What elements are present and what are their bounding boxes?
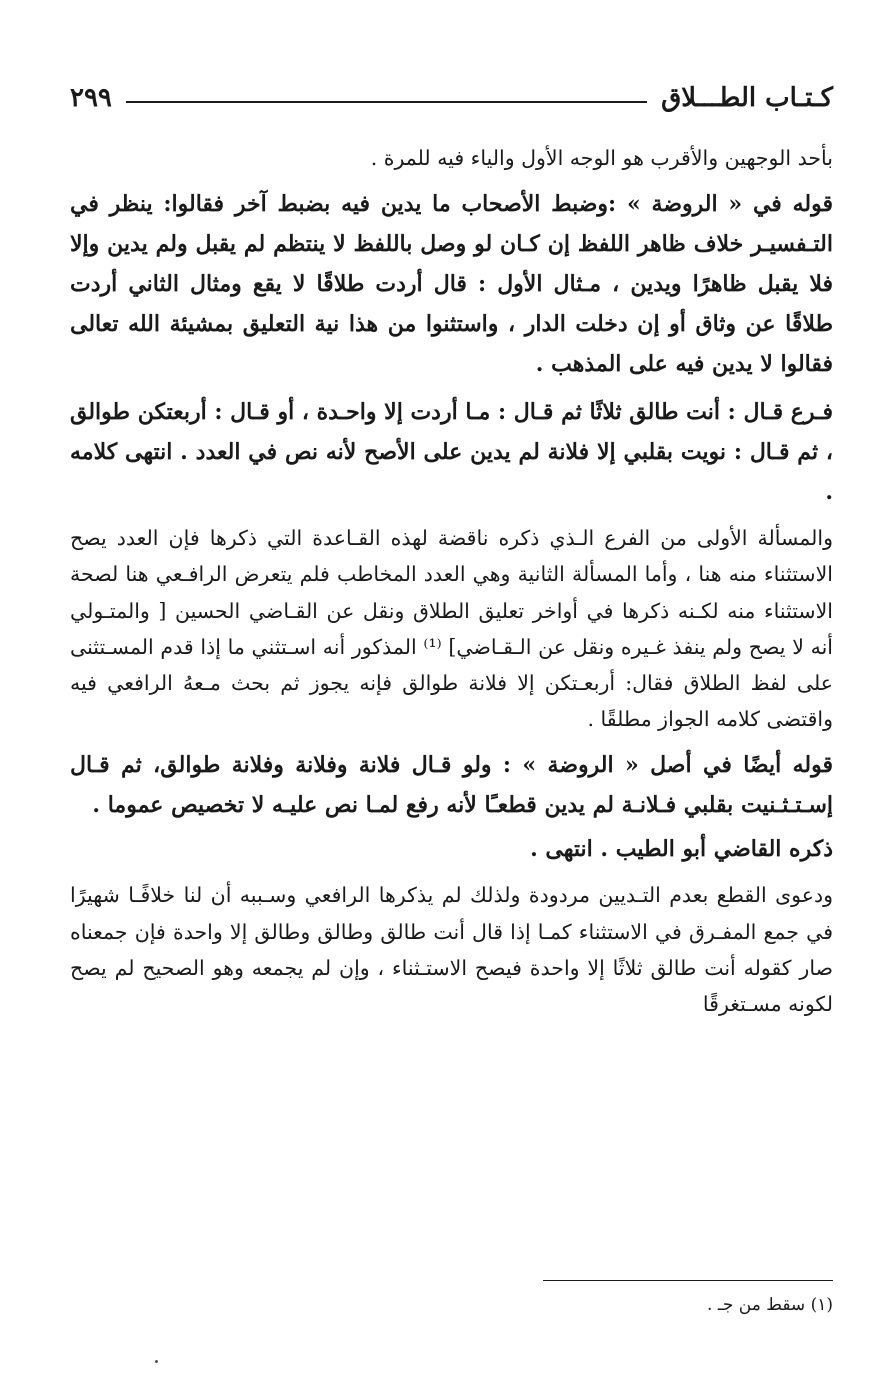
- paragraph: والمسألة الأولى من الفرع الـذي ذكره ناقضة لهذه القـاعدة التي ذكرها فإن العدد يصح الاستثناء منه هنا ، وأما المسألة الثانية وهي العدد المخاطب فلم يتعرض الرافـعي هنا لصحة الاستثناء منه لكـنه ذكرها في أواخر تعليق الطلاق ونقل عن القـاضي الحسين [ والمتـولي أنه لا يصح ولم ينفذ غـيره ونقل عن الـقـاضي] ⁽¹⁾ المذكور أنه اسـتثني ما إذا قدم المسـتثنى على لفظ الطلاق فقال: أربعـتكن إلا فلانة طوالق فإنه يجوز ثم بحث مـعهُ الرافعي فيه واقتضى كلامه الجواز مطلقًا .: [70, 526, 833, 732]
- paragraph: بأحد الوجهين والأقرب هو الوجه الأول والياء فيه للمرة .: [370, 146, 833, 170]
- header-title: كـتـاب الطـــلاق: [661, 83, 833, 113]
- footnote-rule: [543, 1280, 833, 1281]
- page-number: ٢٩٩: [70, 83, 112, 113]
- running-header: [70, 78, 833, 118]
- body-text: [70, 140, 833, 1022]
- footnote: (١) سقط من جـ .: [707, 1295, 833, 1315]
- paragraph: قوله في « الروضة » :وضبط الأصحاب ما يدين فيه بضبط آخر فقالوا: ينظر في التـفسيـر خلاف ظاهر اللفظ إن كـان لو وصل باللفظ لا ينتظم لم يقبل ولم يدين وإلا فلا يقبل ظاهرًا ويدين ، مـثال الأول : قال أردت طلاقًا لا يقع ومثال الثاني أردت طلاقًا عن وثاق أو إن دخلت الدار ، واستثنوا من هذا نية التعليق بمشيئة الله تعالى فقالوا لا يدين فيه على المذهب .: [70, 191, 833, 378]
- page-speck: [155, 1360, 158, 1363]
- paragraph: قوله أيضًا في أصل « الروضة » : ولو قـال فلانة وفلانة وفلانة طوالق، ثم قـال إسـتـثـنيت بقلبي فـلانـة لم يدين قطعـًا لأنه رفع لمـا نص عليـه لا تخصيص عموما .: [70, 752, 833, 819]
- paragraph: ودعوى القطع بعدم التـديين مردودة ولذلك لم يذكرها الرافعي وسـببه أن لنا خلافًـا شهيرًا في جمع المفـرق في الاستثناء كمـا إذا قال أنت طالق وطالق وطالق إلا واحدة فإن جمعناه صار كقوله أنت طالق ثلاثًا إلا واحدة فيصح الاستـثناء ، وإن لم يجمعه وهو الصحيح لم يصح لكونه مسـتغرقًا: [70, 883, 833, 1017]
- paragraph: ذكره القاضي أبو الطيب . انتهى .: [530, 836, 833, 863]
- header-rule: [126, 101, 647, 103]
- paragraph: فـرع قـال : أنت طالق ثلاثًا ثم قـال : مـا أردت إلا واحـدة ، أو قـال : أربعتكن طوالق ، ثم قـال : نويت بقلبي إلا فلانة لم يدين على الأصح لأنه نص في العدد . انتهى كلامه .: [70, 399, 833, 506]
